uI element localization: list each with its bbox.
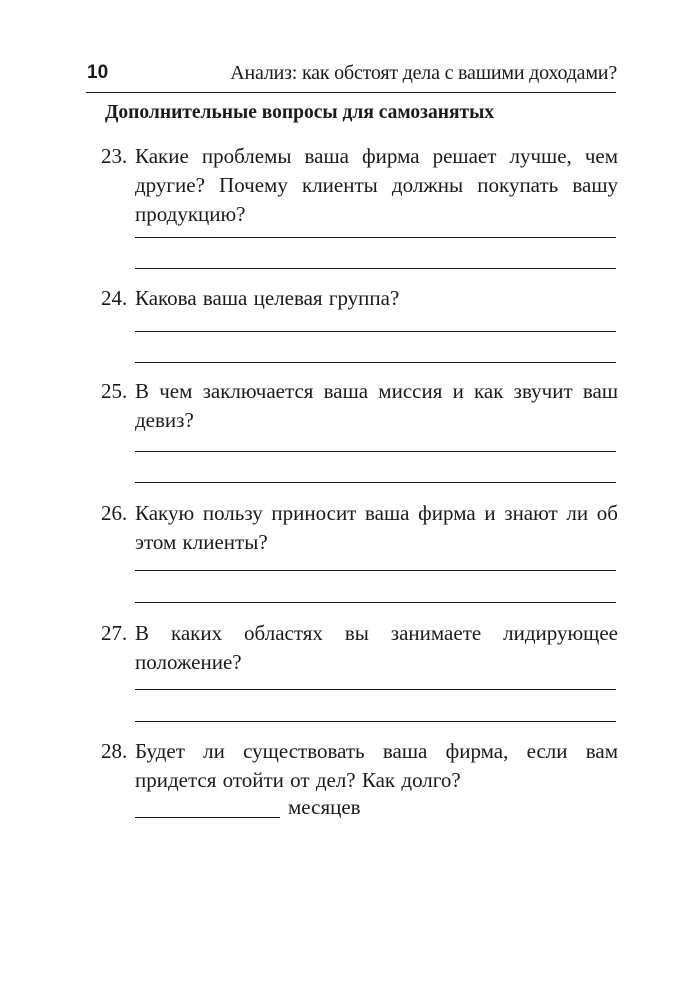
question-23 [88, 142, 618, 229]
page-number: 10 [87, 62, 109, 83]
question-26 [88, 499, 618, 557]
question-28 [88, 737, 618, 795]
question-text: В каких областях вы занимаете лидирующее положение? [135, 621, 618, 674]
section-title: Дополнительные вопросы для самозанятых [105, 102, 495, 123]
answer-line[interactable] [135, 689, 616, 690]
question-24 [88, 284, 618, 313]
answer-line[interactable] [135, 362, 616, 363]
header-rule [86, 92, 616, 93]
question-27 [88, 619, 618, 677]
question-number: 27. [101, 621, 128, 645]
running-head: Анализ: как обстоят дела с вашими доходами? [230, 62, 617, 84]
answer-line[interactable] [135, 721, 616, 722]
question-text: Будет ли существовать ваша фирма, если вам придется отойти от дел? Как долго? [135, 739, 618, 792]
question-number: 26. [101, 501, 128, 525]
question-number: 28. [101, 739, 128, 763]
answer-line[interactable] [135, 602, 616, 603]
question-text: Какова ваша целевая группа? [135, 286, 400, 310]
question-25 [88, 377, 618, 435]
answer-line[interactable] [135, 482, 616, 483]
question-number: 24. [101, 286, 128, 310]
answer-line[interactable] [135, 570, 616, 571]
question-number: 23. [101, 144, 128, 168]
answer-line[interactable] [135, 237, 616, 238]
answer-line[interactable] [135, 268, 616, 269]
months-row [135, 793, 361, 822]
months-label: месяцев [288, 795, 361, 819]
answer-line[interactable] [135, 451, 616, 452]
question-number: 25. [101, 379, 128, 403]
months-answer-line[interactable] [135, 817, 280, 818]
question-text: Какую пользу приносит ваша фирма и знают ли об этом клиенты? [135, 501, 618, 554]
answer-line[interactable] [135, 331, 616, 332]
question-text: В чем заключается ваша миссия и как звучит ваш девиз? [135, 379, 618, 432]
question-text: Какие проблемы ваша фирма решает лучше, чем другие? Почему клиенты должны покупать вашу продукцию? [135, 144, 618, 226]
